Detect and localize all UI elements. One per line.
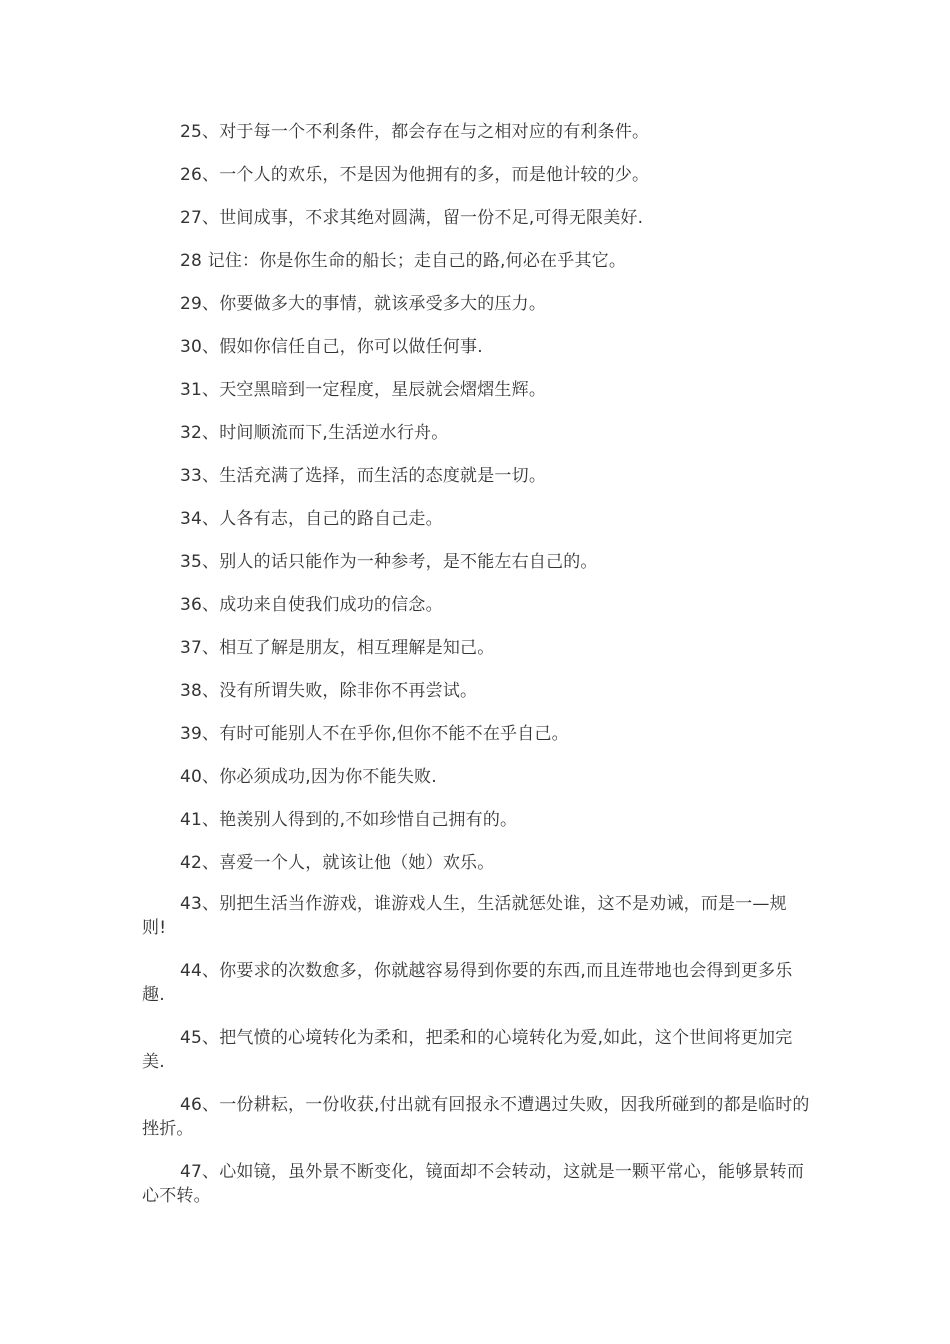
- list-item: 26、一个人的欢乐，不是因为他拥有的多，而是他计较的少。: [180, 165, 650, 185]
- list-item: 44、你要求的次数愈多，你就越容易得到你要的东西,而且连带地也会得到更多乐趣.: [142, 961, 793, 1005]
- list-item: 31、天空黑暗到一定程度，星辰就会熠熠生辉。: [180, 380, 547, 400]
- list-item: 37、相互了解是朋友，相互理解是知己。: [180, 638, 495, 658]
- list-item: 41、艳羡别人得到的,不如珍惜自己拥有的。: [180, 810, 518, 830]
- list-item: 39、有时可能别人不在乎你,但你不能不在乎自己。: [180, 724, 569, 744]
- list-item: 42、喜爱一个人，就该让他（她）欢乐。: [180, 853, 495, 873]
- list-item: 36、成功来自使我们成功的信念。: [180, 595, 443, 615]
- list-item: 46、一份耕耘，一份收获,付出就有回报永不遭遇过失败，因我所碰到的都是临时的挫折。: [142, 1095, 810, 1139]
- list-item: 38、没有所谓失败，除非你不再尝试。: [180, 681, 478, 701]
- list-item: 33、生活充满了选择，而生活的态度就是一切。: [180, 466, 547, 486]
- document-body: [142, 118, 810, 1227]
- list-item: 27、世间成事，不求其绝对圆满，留一份不足,可得无限美好.: [180, 208, 644, 228]
- list-item: 40、你必须成功,因为你不能失败.: [180, 767, 437, 787]
- list-item: 45、把气愤的心境转化为柔和，把柔和的心境转化为爱,如此，这个世间将更加完美.: [142, 1028, 793, 1072]
- list-item: 32、时间顺流而下,生活逆水行舟。: [180, 423, 449, 443]
- list-item: 29、你要做多大的事情，就该承受多大的压力。: [180, 294, 547, 314]
- list-item: 35、别人的话只能作为一种参考，是不能左右自己的。: [180, 552, 598, 572]
- list-item: 28 记住：你是你生命的船长；走自己的路,何必在乎其它。: [180, 251, 627, 271]
- list-item: 25、对于每一个不利条件，都会存在与之相对应的有利条件。: [180, 122, 650, 142]
- list-item: 34、人各有志，自己的路自己走。: [180, 509, 443, 529]
- list-item: 30、假如你信任自己，你可以做任何事.: [180, 337, 483, 357]
- list-item: 47、心如镜，虽外景不断变化，镜面却不会转动，这就是一颗平常心，能够景转而心不转。: [142, 1162, 805, 1206]
- list-item: 43、别把生活当作游戏，谁游戏人生，生活就惩处谁，这不是劝诫，而是一—规则!: [142, 894, 787, 938]
